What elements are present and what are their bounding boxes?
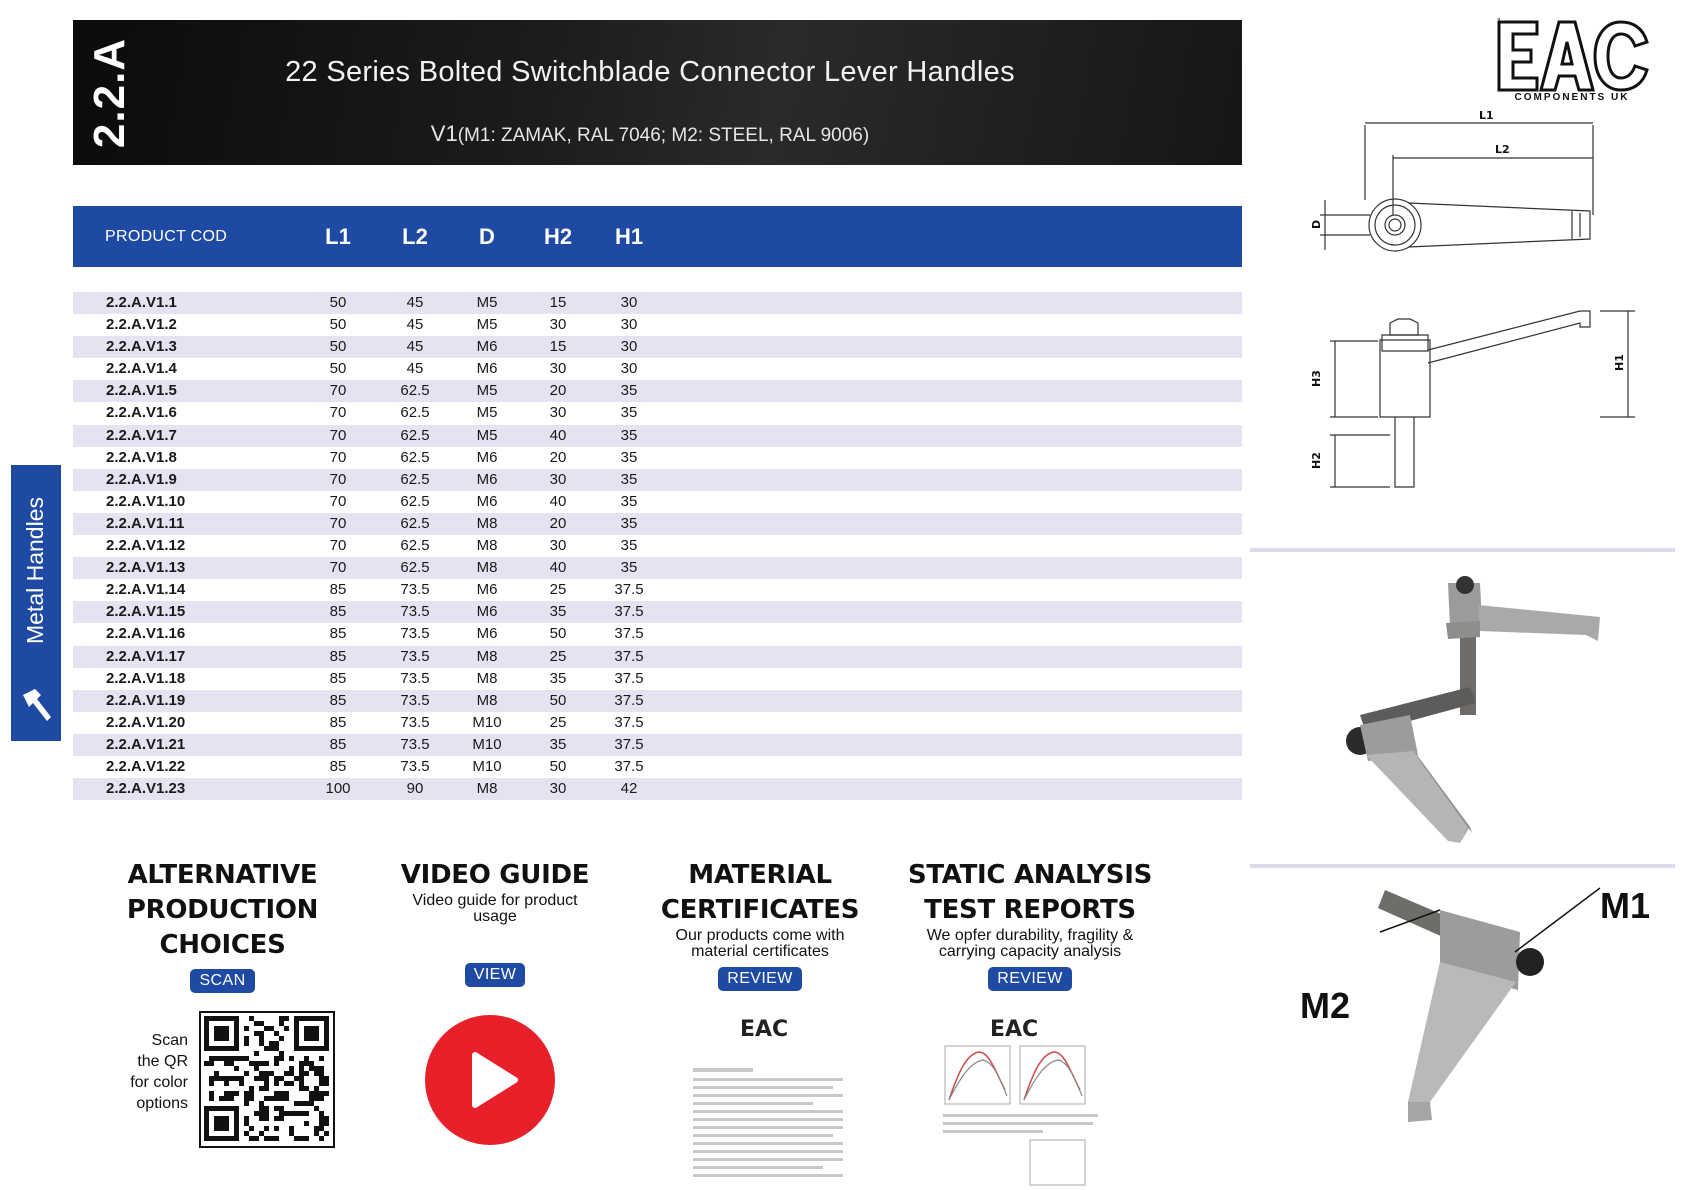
cell-l2: 62.5: [400, 514, 430, 532]
feature-static-analysis: [900, 858, 1160, 991]
cell-h2: 35: [549, 669, 567, 687]
cell-product-code: 2.2.A.V1.21: [106, 735, 186, 753]
cell-l1: 85: [329, 691, 347, 709]
review-reports-button[interactable]: REVIEW: [988, 967, 1072, 991]
dim-label-h2: H2: [1310, 452, 1323, 469]
cell-d: M6: [476, 581, 498, 599]
table-row: [73, 314, 1242, 336]
cell-product-code: 2.2.A.V1.3: [106, 338, 177, 356]
cell-d: M8: [476, 647, 498, 665]
feature-description: material certificates: [691, 943, 829, 960]
cell-d: M5: [476, 294, 498, 311]
cell-l2: 62.5: [400, 382, 430, 400]
cell-l2: 62.5: [400, 426, 430, 444]
cell-l2: 62.5: [400, 448, 430, 466]
cell-l2: 73.5: [400, 669, 430, 687]
cell-l2: 62.5: [400, 492, 430, 510]
table-row: [73, 734, 1242, 756]
cell-h2: 35: [549, 735, 567, 753]
logo-subtitle: COMPONENTS UK: [1514, 92, 1630, 103]
feature-title-line: TEST REPORTS: [924, 895, 1136, 925]
cell-h1: 30: [620, 338, 638, 356]
table-header: [73, 206, 1242, 267]
cell-product-code: 2.2.A.V1.9: [106, 470, 177, 488]
cell-l1: 70: [329, 404, 347, 422]
cell-h2: 30: [549, 537, 567, 555]
cell-h2: 30: [549, 316, 567, 334]
cell-h2: 50: [549, 625, 567, 643]
divider: [1250, 548, 1675, 552]
cell-h1: 37.5: [614, 625, 644, 643]
column-header-d: D: [479, 224, 495, 249]
cell-l2: 45: [406, 294, 424, 311]
svg-text:": ": [1497, 17, 1501, 26]
cell-h1: 35: [620, 470, 638, 488]
cell-product-code: 2.2.A.V1.5: [106, 382, 177, 400]
cell-l2: 73.5: [400, 735, 430, 753]
cell-product-code: 2.2.A.V1.7: [106, 426, 177, 444]
cell-h1: 37.5: [614, 757, 644, 775]
cell-d: M8: [476, 559, 498, 577]
cell-l1: 85: [329, 625, 347, 643]
cell-l2: 62.5: [400, 404, 430, 422]
certificate-document-thumbnail[interactable]: [685, 1010, 855, 1190]
cell-d: M8: [476, 780, 498, 798]
cell-d: M10: [472, 757, 502, 775]
cell-product-code: 2.2.A.V1.14: [106, 581, 186, 599]
cell-h2: 30: [549, 360, 567, 378]
feature-title-line: VIDEO GUIDE: [400, 860, 590, 890]
cell-l2: 73.5: [400, 603, 430, 621]
cell-product-code: 2.2.A.V1.15: [106, 603, 186, 621]
cell-l1: 50: [329, 338, 347, 356]
cell-product-code: 2.2.A.V1.4: [106, 360, 177, 378]
hammer-icon: [19, 687, 53, 727]
material-label-m1: M1: [1600, 885, 1651, 926]
cell-h2: 25: [549, 647, 567, 665]
dim-label-l1: L1: [1479, 109, 1494, 122]
cell-h2: 15: [549, 338, 567, 356]
cell-h2: 15: [549, 294, 567, 311]
cell-product-code: 2.2.A.V1.12: [106, 537, 186, 555]
cell-product-code: 2.2.A.V1.22: [106, 757, 186, 775]
cell-l1: 50: [329, 294, 347, 311]
feature-description: usage: [473, 908, 517, 925]
cell-h1: 37.5: [614, 735, 644, 753]
table-row: [73, 358, 1242, 380]
cell-product-code: 2.2.A.V1.13: [106, 559, 186, 577]
cell-h2: 50: [549, 757, 567, 775]
cell-product-code: 2.2.A.V1.19: [106, 691, 186, 709]
cell-d: M8: [476, 669, 498, 687]
cell-h1: 35: [620, 559, 638, 577]
cell-l1: 70: [329, 514, 347, 532]
cell-l1: 85: [329, 603, 347, 621]
cell-product-code: 2.2.A.V1.16: [106, 625, 186, 643]
column-header-product-code: PRODUCT COD: [105, 228, 228, 245]
cell-product-code: 2.2.A.V1.18: [106, 669, 186, 687]
table-row: [73, 557, 1242, 579]
cell-h2: 30: [549, 470, 567, 488]
feature-description: carrying capacity analysis: [938, 943, 1122, 960]
table-row: [73, 336, 1242, 358]
cell-h2: 35: [549, 603, 567, 621]
cell-h1: 35: [620, 382, 638, 400]
cell-d: M6: [476, 360, 498, 378]
cell-l1: 70: [329, 470, 347, 488]
cell-h1: 35: [620, 492, 638, 510]
cell-product-code: 2.2.A.V1.6: [106, 404, 177, 422]
cell-d: M5: [476, 404, 498, 422]
table-row: [73, 535, 1242, 557]
cell-l1: 70: [329, 382, 347, 400]
cell-d: M6: [476, 448, 498, 466]
cell-h2: 40: [549, 426, 567, 444]
cell-l2: 45: [406, 338, 424, 356]
feature-title-line: PRODUCTION: [126, 895, 319, 925]
table-row: [73, 292, 1242, 314]
page-title: 22 Series Bolted Switchblade Connector Lever Handles: [285, 56, 1015, 88]
feature-description: Our products come with: [675, 927, 845, 944]
qr-code[interactable]: [200, 1012, 334, 1147]
table-row: [73, 425, 1242, 447]
feature-description: We opfer durability, fragility &: [926, 927, 1134, 944]
cell-product-code: 2.2.A.V1.23: [106, 780, 186, 798]
category-side-tab[interactable]: [11, 465, 61, 741]
cell-product-code: 2.2.A.V1.2: [106, 316, 177, 334]
cell-d: M10: [472, 713, 502, 731]
table-row: [73, 601, 1242, 623]
cell-h1: 37.5: [614, 691, 644, 709]
cell-l1: 70: [329, 426, 347, 444]
cell-d: M10: [472, 735, 502, 753]
table-row: [73, 469, 1242, 491]
table-row: [73, 579, 1242, 601]
table-row: [73, 756, 1242, 778]
test-report-thumbnail[interactable]: [935, 1010, 1105, 1190]
cell-product-code: 2.2.A.V1.8: [106, 448, 177, 466]
side-tab-label: Metal Handles: [22, 496, 49, 644]
cell-l1: 85: [329, 735, 347, 753]
page-subtitle: V1(M1: ZAMAK, RAL 7046; M2: STEEL, RAL 9006): [430, 121, 870, 146]
cell-d: M8: [476, 691, 498, 709]
cell-h1: 37.5: [614, 581, 644, 599]
cell-product-code: 2.2.A.V1.17: [106, 647, 186, 665]
cell-l1: 50: [329, 360, 347, 378]
dim-label-h1: H1: [1613, 354, 1626, 371]
cell-l1: 85: [329, 669, 347, 687]
cell-l2: 62.5: [400, 559, 430, 577]
cell-l1: 70: [329, 448, 347, 466]
cell-d: M8: [476, 514, 498, 532]
feature-title-line: CERTIFICATES: [660, 895, 860, 925]
cell-l2: 73.5: [400, 647, 430, 665]
cell-h1: 30: [620, 294, 638, 311]
play-icon[interactable]: [425, 1015, 555, 1145]
dim-label-h3: H3: [1310, 370, 1323, 387]
cell-h2: 20: [549, 448, 567, 466]
cell-d: M6: [476, 492, 498, 510]
material-label-m2: M2: [1300, 985, 1351, 1026]
cell-h2: 30: [549, 780, 567, 798]
cell-l2: 73.5: [400, 581, 430, 599]
cell-l2: 62.5: [400, 537, 430, 555]
cell-l1: 85: [329, 757, 347, 775]
cell-h1: 35: [620, 404, 638, 422]
dim-label-d: D: [1310, 219, 1323, 229]
table-row: [73, 513, 1242, 535]
feature-title-line: STATIC ANALYSIS: [907, 860, 1153, 890]
cell-d: M5: [476, 382, 498, 400]
technical-drawing: [1290, 105, 1626, 525]
cell-d: M6: [476, 470, 498, 488]
cell-h2: 30: [549, 404, 567, 422]
feature-description: Video guide for product: [412, 892, 578, 909]
cell-l2: 45: [406, 360, 424, 378]
cell-h1: 30: [620, 316, 638, 334]
cell-h2: 50: [549, 691, 567, 709]
feature-material-certificates: [640, 858, 880, 991]
column-header-l2: L2: [402, 224, 428, 249]
column-header-l1: L1: [325, 224, 351, 249]
table-row: [73, 690, 1242, 712]
cell-h1: 42: [620, 780, 638, 798]
cell-h1: 37.5: [614, 603, 644, 621]
table-row: [73, 646, 1242, 668]
feature-title-line: CHOICES: [159, 930, 286, 960]
cell-d: M6: [476, 625, 498, 643]
cell-h2: 40: [549, 559, 567, 577]
thumbnail-logo: EAC: [740, 1017, 789, 1042]
cell-h1: 35: [620, 426, 638, 444]
review-certificates-button[interactable]: REVIEW: [718, 967, 802, 991]
cell-h2: 20: [549, 382, 567, 400]
cell-product-code: 2.2.A.V1.10: [106, 492, 186, 510]
cell-h2: 40: [549, 492, 567, 510]
feature-title-line: ALTERNATIVE: [127, 860, 318, 890]
cell-h2: 25: [549, 581, 567, 599]
cell-l2: 73.5: [400, 691, 430, 709]
divider: [1250, 864, 1675, 868]
table-row: [73, 380, 1242, 402]
cell-l2: 73.5: [400, 713, 430, 731]
cell-l2: 62.5: [400, 470, 430, 488]
view-button[interactable]: VIEW: [465, 963, 526, 987]
cell-l2: 45: [406, 316, 424, 334]
cell-h1: 30: [620, 360, 638, 378]
dim-label-l2: L2: [1495, 143, 1510, 156]
cell-product-code: 2.2.A.V1.1: [106, 294, 177, 311]
product-table: [73, 292, 1242, 800]
feature-alternative-production: [110, 858, 335, 993]
cell-product-code: 2.2.A.V1.11: [106, 514, 185, 532]
cell-l1: 100: [325, 780, 351, 798]
feature-video-guide: [380, 858, 610, 987]
cell-h1: 37.5: [614, 647, 644, 665]
cell-l1: 70: [329, 537, 347, 555]
cell-d: M5: [476, 426, 498, 444]
table-row: [73, 778, 1242, 800]
cell-l1: 85: [329, 581, 347, 599]
cell-h2: 25: [549, 713, 567, 731]
table-row: [73, 623, 1242, 645]
cell-product-code: 2.2.A.V1.20: [106, 713, 186, 731]
cell-l1: 50: [329, 316, 347, 334]
cell-l1: 85: [329, 713, 347, 731]
cell-l1: 70: [329, 492, 347, 510]
cell-l1: 85: [329, 647, 347, 665]
cell-l2: 73.5: [400, 757, 430, 775]
table-row: [73, 668, 1242, 690]
section-code: 2.2.A: [85, 37, 135, 148]
cell-h1: 37.5: [614, 713, 644, 731]
cell-d: M8: [476, 537, 498, 555]
cell-d: M6: [476, 338, 498, 356]
table-row: [73, 402, 1242, 424]
thumbnail-logo: EAC: [990, 1017, 1039, 1042]
table-row: [73, 712, 1242, 734]
product-photo-assembled: [1300, 565, 1630, 855]
cell-h1: 37.5: [614, 669, 644, 687]
column-header-h1: H1: [614, 224, 644, 249]
feature-title-line: MATERIAL: [688, 860, 832, 890]
cell-l1: 70: [329, 559, 347, 577]
scan-button[interactable]: SCAN: [190, 969, 254, 993]
table-row: [73, 491, 1242, 513]
cell-h1: 35: [620, 448, 638, 466]
cell-l2: 90: [406, 780, 424, 798]
cell-h1: 35: [620, 514, 638, 532]
cell-l2: 73.5: [400, 625, 430, 643]
cell-h2: 20: [549, 514, 567, 532]
cell-d: M5: [476, 316, 498, 334]
cell-d: M6: [476, 603, 498, 621]
cell-h1: 35: [620, 537, 638, 555]
table-row: [73, 447, 1242, 469]
scan-instructions: Scan the QR for color options: [130, 1032, 188, 1112]
column-header-h2: H2: [543, 224, 573, 249]
